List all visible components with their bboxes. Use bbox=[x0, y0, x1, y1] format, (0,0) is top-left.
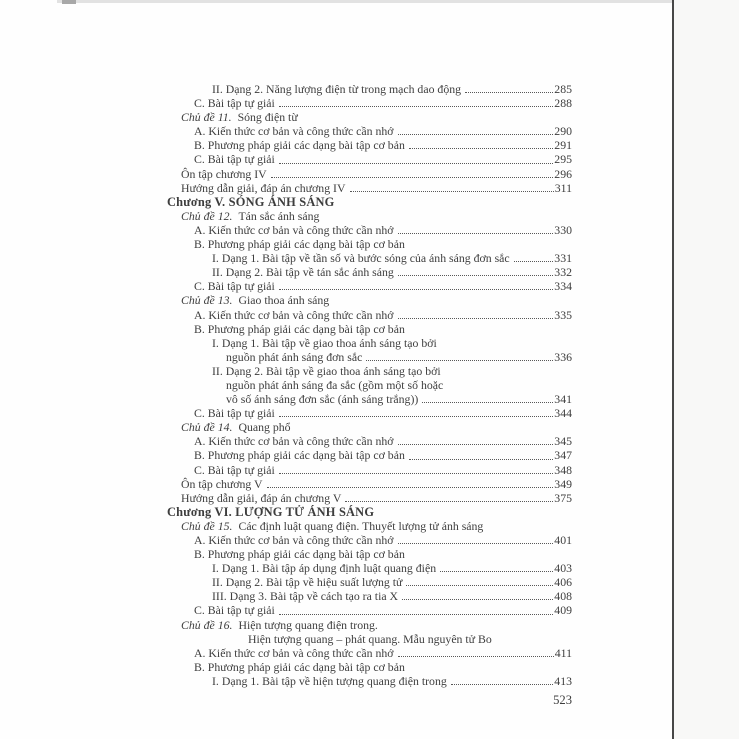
dot-leader bbox=[451, 684, 554, 685]
toc-entry-text: Các định luật quang điện. Thuyết lượng tử ánh sáng bbox=[238, 518, 484, 533]
toc-topic-label: Chủ đề 14. bbox=[181, 420, 233, 435]
page-edge-line bbox=[672, 0, 674, 739]
toc-entry-text: A. Kiến thức cơ bản và công thức cần nhớ bbox=[194, 434, 394, 449]
toc-row bbox=[0, 618, 572, 632]
toc-row bbox=[0, 491, 572, 505]
dot-leader bbox=[398, 318, 554, 319]
toc-entry-text: Ôn tập chương V bbox=[181, 476, 263, 491]
toc-entry-text: C. Bài tập tự giải bbox=[194, 96, 275, 111]
toc-row bbox=[0, 420, 572, 434]
toc-entry-text: Chương VI. LƯỢNG TỬ ÁNH SÁNG bbox=[167, 504, 375, 519]
dot-leader bbox=[366, 360, 553, 361]
toc-entry-text: C. Bài tập tự giải bbox=[194, 279, 275, 294]
toc-row bbox=[0, 195, 572, 209]
toc-row bbox=[0, 589, 572, 603]
dot-leader bbox=[409, 148, 553, 149]
toc-entry-text: Sóng điện từ bbox=[237, 110, 298, 125]
toc-page-number: 296 bbox=[554, 166, 572, 181]
toc-entry-text: I. Dạng 1. Bài tập áp dụng định luật quang điện bbox=[212, 561, 437, 576]
toc-entry-text: Hướng dẫn giải, đáp án chương V bbox=[181, 490, 342, 505]
toc-page-number: 311 bbox=[554, 180, 572, 195]
toc-page-number: 291 bbox=[554, 138, 572, 153]
toc-row bbox=[0, 293, 572, 307]
dot-leader bbox=[406, 585, 553, 586]
dot-leader bbox=[514, 261, 554, 262]
toc-row bbox=[0, 152, 572, 166]
toc-page-number: 347 bbox=[554, 448, 572, 463]
toc-entry-text: Ôn tập chương IV bbox=[181, 166, 267, 181]
toc-row bbox=[0, 209, 572, 223]
toc-page-number: 375 bbox=[554, 490, 572, 505]
toc-page-number: 285 bbox=[554, 82, 572, 96]
dot-leader bbox=[465, 92, 553, 93]
table-of-contents bbox=[0, 82, 572, 688]
toc-row bbox=[0, 251, 572, 265]
toc-row bbox=[0, 448, 572, 462]
toc-entry-text: A. Kiến thức cơ bản và công thức cần nhớ bbox=[194, 124, 394, 139]
dot-leader bbox=[350, 191, 554, 192]
toc-entry-text: III. Dạng 3. Bài tập về cách tạo ra tia X bbox=[212, 589, 399, 604]
toc-row bbox=[0, 96, 572, 110]
toc-row bbox=[0, 547, 572, 561]
toc-row bbox=[0, 477, 572, 491]
toc-row bbox=[0, 181, 572, 195]
toc-row bbox=[0, 603, 572, 617]
toc-entry-text: B. Phương pháp giải các dạng bài tập cơ bản bbox=[194, 138, 405, 153]
toc-entry-text: I. Dạng 1. Bài tập về hiện tượng quang điện trong bbox=[212, 673, 447, 688]
toc-entry-text: vô số ánh sáng đơn sắc (ánh sáng trắng)) bbox=[226, 392, 419, 407]
toc-row bbox=[0, 406, 572, 420]
dot-leader bbox=[345, 501, 553, 502]
dot-leader bbox=[279, 163, 554, 164]
toc-row bbox=[0, 519, 572, 533]
toc-entry-text: C. Bài tập tự giải bbox=[194, 152, 275, 167]
toc-row bbox=[0, 533, 572, 547]
toc-entry-text: B. Phương pháp giải các dạng bài tập cơ bản bbox=[194, 448, 405, 463]
toc-row bbox=[0, 82, 572, 96]
toc-entry-text: C. Bài tập tự giải bbox=[194, 603, 275, 618]
dot-leader bbox=[279, 473, 554, 474]
toc-entry-text: B. Phương pháp giải các dạng bài tập cơ bản bbox=[194, 321, 405, 336]
toc-entry-text: C. Bài tập tự giải bbox=[194, 406, 275, 421]
toc-page-number: 413 bbox=[554, 673, 572, 688]
toc-entry-text: A. Kiến thức cơ bản và công thức cần nhớ bbox=[194, 533, 394, 547]
toc-row bbox=[0, 674, 572, 688]
toc-entry-text: II. Dạng 2. Bài tập về hiệu suất lượng tử bbox=[212, 575, 403, 590]
page-right-margin bbox=[674, 0, 739, 739]
toc-page-number: 408 bbox=[554, 589, 572, 604]
toc-entry-text: I. Dạng 1. Bài tập về tần số và bước sóng của ánh sáng đơn sắc bbox=[212, 251, 510, 266]
toc-page-number: 348 bbox=[554, 462, 572, 477]
toc-page-number: 331 bbox=[554, 251, 572, 266]
toc-entry-text: B. Phương pháp giải các dạng bài tập cơ bản bbox=[194, 237, 405, 252]
toc-page-number: 290 bbox=[554, 124, 572, 139]
toc-page-number: 349 bbox=[554, 476, 572, 491]
toc-entry-text: nguồn phát ánh sáng đa sắc (gồm một số hoặc bbox=[226, 377, 444, 392]
toc-entry-text: II. Dạng 2. Bài tập về giao thoa ánh sáng tạo bởi bbox=[212, 363, 441, 378]
toc-page-number: 341 bbox=[554, 392, 572, 407]
toc-entry-text: II. Dạng 2. Năng lượng điện từ trong mạch dao động bbox=[212, 82, 462, 96]
toc-row bbox=[0, 378, 572, 392]
dot-leader bbox=[279, 416, 554, 417]
toc-entry-text: A. Kiến thức cơ bản và công thức cần nhớ bbox=[194, 307, 394, 322]
toc-page-number: 330 bbox=[554, 222, 572, 237]
dot-leader bbox=[398, 543, 554, 544]
toc-entry-text: Tán sắc ánh sáng bbox=[238, 208, 320, 223]
toc-topic-label: Chủ đề 12. bbox=[181, 208, 233, 223]
toc-page-number: 336 bbox=[554, 349, 572, 364]
toc-entry-text: II. Dạng 2. Bài tập về tán sắc ánh sáng bbox=[212, 265, 394, 280]
dot-leader bbox=[398, 444, 554, 445]
toc-entry-text: B. Phương pháp giải các dạng bài tập cơ bản bbox=[194, 659, 405, 674]
dot-leader bbox=[271, 177, 554, 178]
toc-page-number: 345 bbox=[554, 434, 572, 449]
toc-row bbox=[0, 237, 572, 251]
dot-leader bbox=[398, 233, 554, 234]
toc-row bbox=[0, 505, 572, 519]
dot-leader bbox=[279, 614, 554, 615]
page-top-edge bbox=[57, 0, 672, 3]
dot-leader bbox=[402, 599, 553, 600]
toc-row bbox=[0, 322, 572, 336]
toc-row bbox=[0, 167, 572, 181]
toc-entry-text: Hiện tượng quang – phát quang. Mẫu nguyên tử Bo bbox=[248, 631, 492, 646]
toc-row bbox=[0, 575, 572, 589]
toc-page-number: 344 bbox=[554, 406, 572, 421]
toc-entry-text: B. Phương pháp giải các dạng bài tập cơ bản bbox=[194, 547, 405, 562]
toc-row bbox=[0, 279, 572, 293]
toc-topic-label: Chủ đề 16. bbox=[181, 617, 233, 632]
toc-entry-text: Quang phổ bbox=[238, 420, 291, 435]
dot-leader bbox=[398, 656, 554, 657]
toc-row bbox=[0, 138, 572, 152]
dot-leader bbox=[279, 289, 554, 290]
toc-row bbox=[0, 561, 572, 575]
toc-page-number: 411 bbox=[554, 645, 572, 660]
page-top-edge-mark bbox=[62, 0, 76, 4]
toc-page-number: 288 bbox=[554, 96, 572, 111]
toc-row bbox=[0, 392, 572, 406]
toc-row bbox=[0, 308, 572, 322]
toc-page-number: 334 bbox=[554, 279, 572, 294]
dot-leader bbox=[267, 487, 554, 488]
toc-page-number: 332 bbox=[554, 265, 572, 280]
toc-entry-text: A. Kiến thức cơ bản và công thức cần nhớ bbox=[194, 645, 394, 660]
toc-page-number: 406 bbox=[554, 575, 572, 590]
toc-entry-text: A. Kiến thức cơ bản và công thức cần nhớ bbox=[194, 222, 394, 237]
toc-page-number: 409 bbox=[554, 603, 572, 618]
toc-row bbox=[0, 463, 572, 477]
dot-leader bbox=[409, 459, 553, 460]
toc-row bbox=[0, 223, 572, 237]
toc-entry-text: Hiện tượng quang điện trong. bbox=[238, 617, 378, 632]
toc-page-number: 335 bbox=[554, 307, 572, 322]
toc-row bbox=[0, 646, 572, 660]
toc-entry-text: I. Dạng 1. Bài tập về giao thoa ánh sáng tạo bởi bbox=[212, 335, 437, 350]
toc-row bbox=[0, 124, 572, 138]
toc-row bbox=[0, 660, 572, 674]
toc-entry-text: nguồn phát ánh sáng đơn sắc bbox=[226, 349, 363, 364]
toc-row bbox=[0, 434, 572, 448]
toc-entry-text: C. Bài tập tự giải bbox=[194, 462, 275, 477]
dot-leader bbox=[440, 571, 553, 572]
toc-entry-text: Giao thoa ánh sáng bbox=[238, 293, 330, 308]
toc-entry-text: Chương V. SÓNG ÁNH SÁNG bbox=[167, 194, 335, 209]
dot-leader bbox=[398, 275, 553, 276]
dot-leader bbox=[422, 402, 553, 403]
toc-entry-text: Hướng dẫn giải, đáp án chương IV bbox=[181, 180, 346, 195]
dot-leader bbox=[279, 106, 554, 107]
page-number: 523 bbox=[553, 693, 572, 707]
toc-row bbox=[0, 265, 572, 279]
toc-row bbox=[0, 336, 572, 350]
toc-topic-label: Chủ đề 13. bbox=[181, 293, 233, 308]
toc-row bbox=[0, 632, 572, 646]
toc-page-number: 403 bbox=[554, 561, 572, 576]
toc-topic-label: Chủ đề 11. bbox=[181, 110, 232, 125]
toc-row bbox=[0, 110, 572, 124]
toc-row bbox=[0, 364, 572, 378]
toc-page-number: 295 bbox=[554, 152, 572, 167]
dot-leader bbox=[398, 134, 554, 135]
toc-row bbox=[0, 350, 572, 364]
toc-page-number: 401 bbox=[554, 533, 572, 547]
toc-topic-label: Chủ đề 15. bbox=[181, 518, 233, 533]
